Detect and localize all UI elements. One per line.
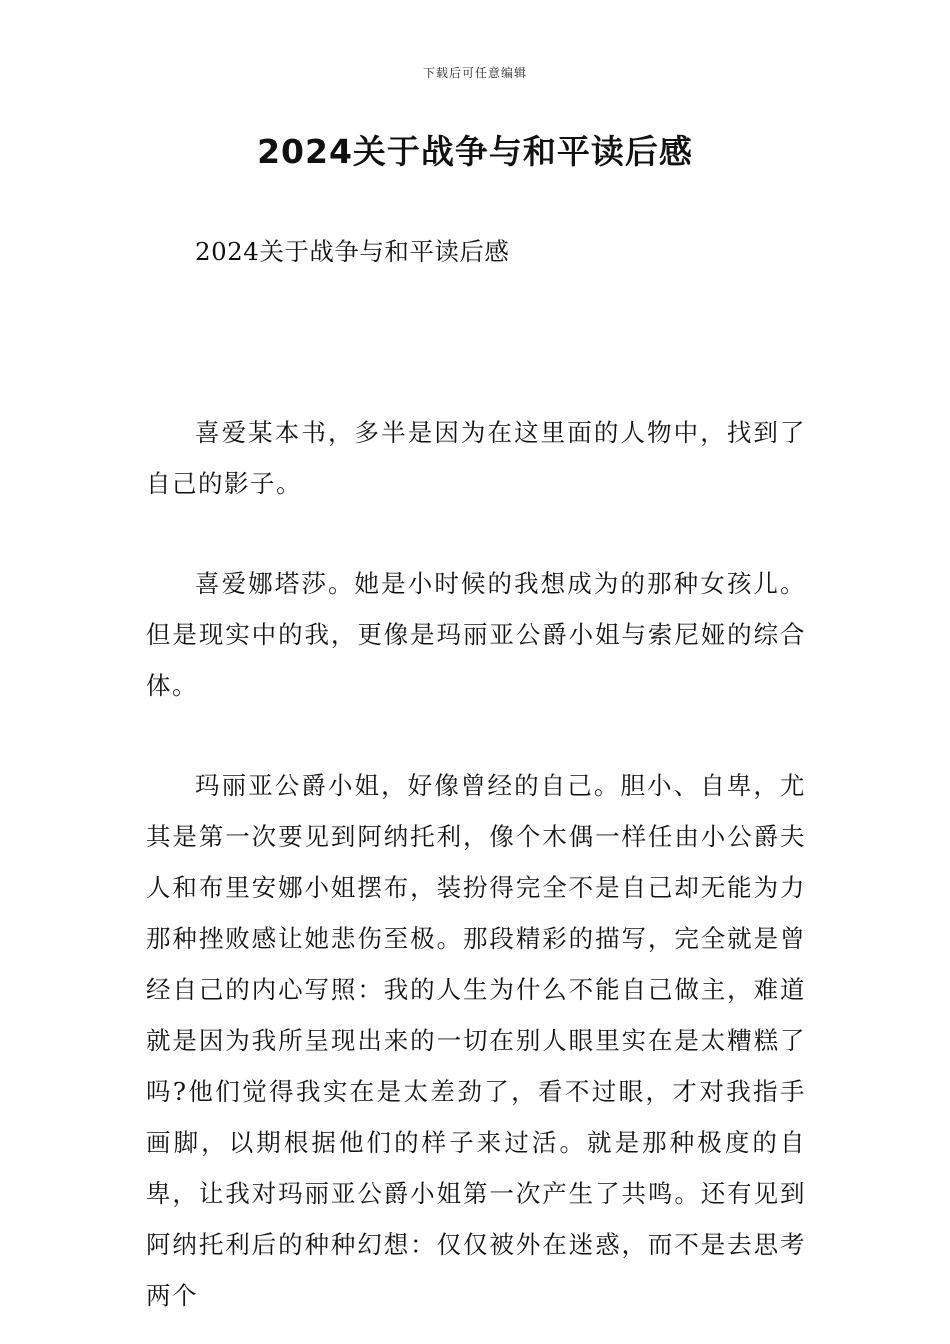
document-title: 2024关于战争与和平读后感: [257, 132, 693, 171]
header-note: 下载后可任意编辑: [422, 66, 527, 80]
document-body: [146, 226, 806, 1321]
paragraph-1: 喜爱某本书，多半是因为在这里面的人物中，找到了自己的影子。: [146, 418, 806, 498]
paragraph-3: 玛丽亚公爵小姐，好像曾经的自己。胆小、自卑，尤其是第一次要见到阿纳托利，像个木偶一样任由小公爵夫人和布里安娜小姐摆布，装扮得完全不是自己却无能为力那种挫败感让她悲伤至极。那段精彩的描写，完全就是曾经自己的内心写照：我的人生为什么不能自己做主，难道就是因为我所呈现出来的一切在别人眼里实在是太糟糕了吗?他们觉得我实在是太差劲了，看不过眼，才对我指手画脚，以期根据他们的样子来过活。就是那种极度的自卑，让我对玛丽亚公爵小姐第一次产生了共鸣。还有见到阿纳托利后的种种幻想：仅仅被外在迷惑，而不是去思考两个: [146, 771, 806, 1310]
paragraph-2: 喜爱娜塔莎。她是小时候的我想成为的那种女孩儿。但是现实中的我，更像是玛丽亚公爵小姐与索尼娅的综合体。: [146, 569, 806, 700]
document-subtitle: 2024关于战争与和平读后感: [195, 237, 510, 266]
